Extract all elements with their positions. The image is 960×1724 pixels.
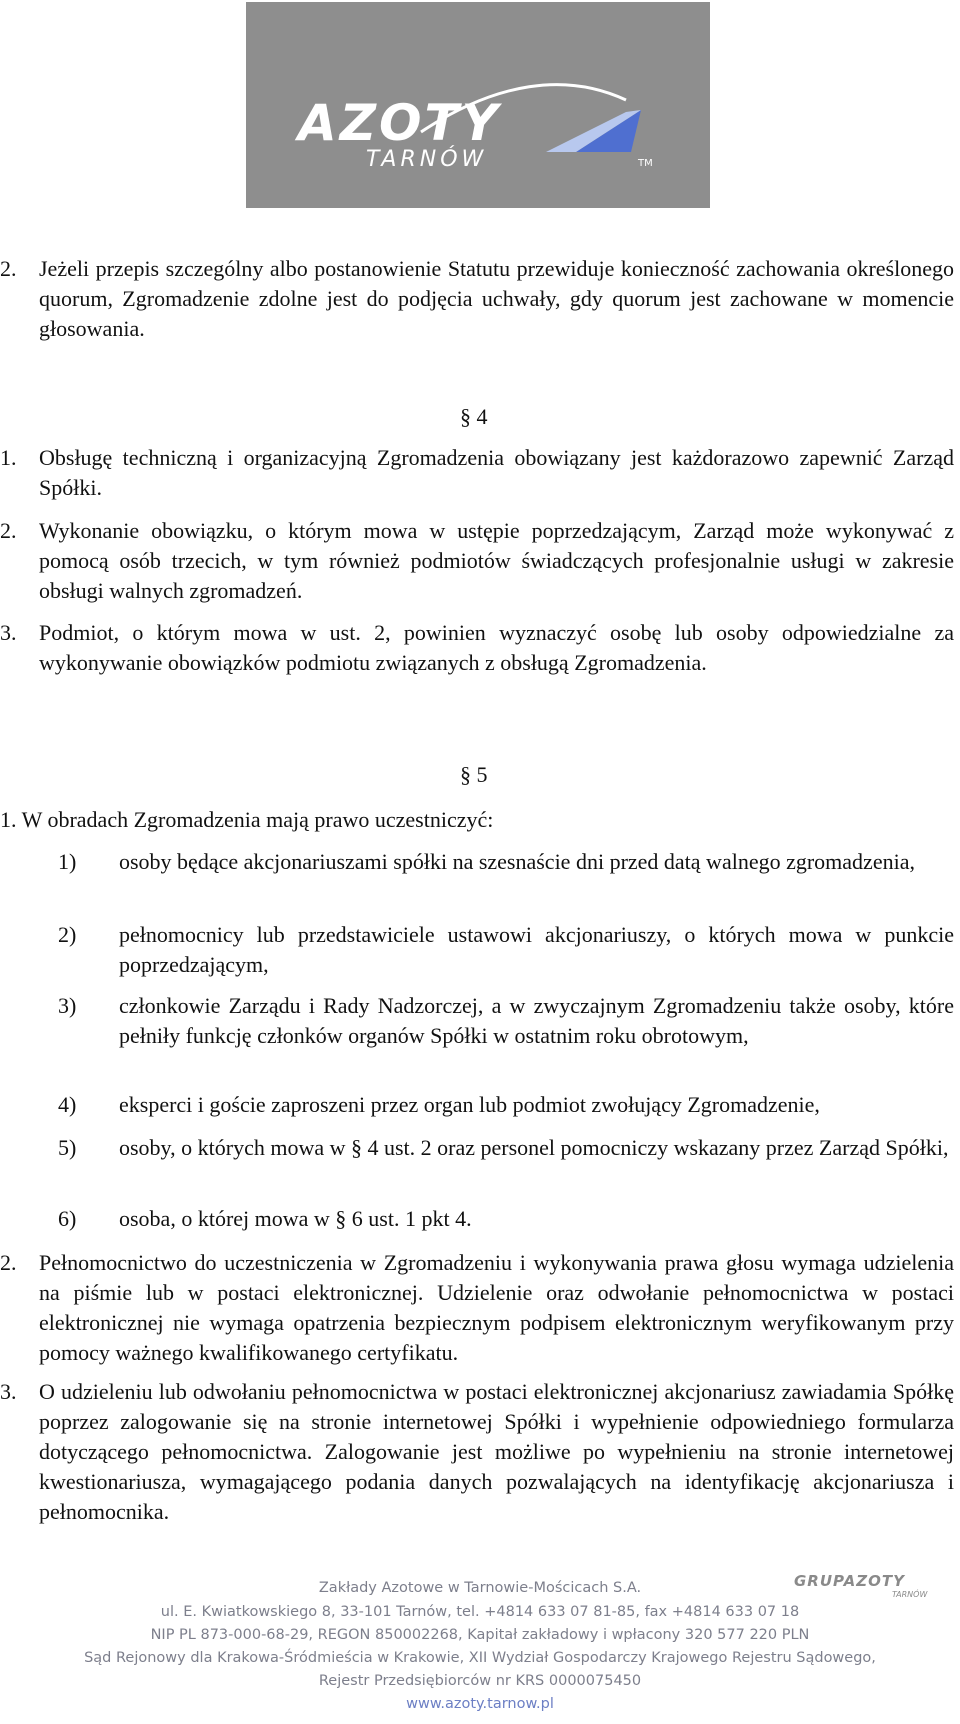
list-number: 6) (58, 1206, 77, 1231)
list-text: osoby będące akcjonariuszami spółki na szesnaście dni przed datą walnego zgromadzenia, (119, 849, 915, 874)
section-heading-4: § 4 (460, 404, 488, 429)
list-text: pełnomocnicy lub przedstawiciele ustawowi akcjonariuszy, o których mowa w punkcie poprzedzającym, (119, 922, 954, 977)
paragraph-number: 2. (0, 1250, 17, 1275)
item-number: 3. (0, 620, 17, 645)
section-heading-5: § 5 (460, 762, 488, 787)
paragraph-number: 3. (0, 1379, 17, 1404)
s5-list-item-2 (0, 920, 960, 980)
list-number: 2) (58, 922, 77, 947)
s4-item-3 (0, 618, 960, 678)
footer-address: ul. E. Kwiatkowskiego 8, 33-101 Tarnów, tel. +4814 633 07 81-85, fax +4814 633 07 18 (160, 1604, 800, 1620)
s5-paragraph-3 (0, 1377, 960, 1527)
list-number: 5) (58, 1135, 77, 1160)
logo-tm: TM (638, 158, 653, 169)
list-text: osoby, o których mowa w § 4 ust. 2 oraz personel pomocniczy wskazany przez Zarząd Spółki, (119, 1135, 949, 1160)
logo-word-top: AZOTY (298, 94, 501, 152)
footer-website-link[interactable]: www.azoty.tarnow.pl (406, 1696, 554, 1712)
paragraph-text: 1. W obradach Zgromadzenia mają prawo uczestniczyć: (0, 807, 494, 832)
item-text: Wykonanie obowiązku, o którym mowa w ustępie poprzedzającym, Zarząd może wykonywać z pomocą osób trzecich, w tym również podmiotów świadczących profesjonalnie usługi w zakresie obsługi walnych zgromadzeń. (39, 518, 954, 603)
item-text: Podmiot, o którym mowa w ust. 2, powinien wyznaczyć osobę lub osoby odpowiedzialne za wykonywanie obowiązków podmiotu związanych z obsługą Zgromadzenia. (39, 620, 954, 675)
list-number: 1) (58, 849, 77, 874)
company-logo (246, 2, 710, 208)
azoty-logo-graphic (246, 2, 710, 208)
s5-list-item-4 (0, 1090, 960, 1120)
s5-list-item-1 (0, 847, 960, 877)
list-text: osoba, o której mowa w § 6 ust. 1 pkt 4. (119, 1206, 472, 1231)
paragraph-quorum (0, 254, 960, 344)
list-number: 4) (58, 1092, 77, 1117)
s5-list-item-6 (0, 1204, 960, 1234)
s4-item-2 (0, 516, 960, 606)
s5-list-item-3 (0, 991, 960, 1051)
s4-item-1 (0, 443, 960, 503)
footer-registration: NIP PL 873-000-68-29, REGON 850002268, Kapitał zakładowy i wpłacony 320 577 220 PLN (150, 1627, 810, 1643)
logo-word-bottom: TARNÓW (366, 147, 488, 172)
footer-court: Sąd Rejonowy dla Krakowa-Śródmieścia w Krakowie, XII Wydział Gospodarczy Krajowego Rejestru Sądowego, (84, 1650, 876, 1666)
paragraph-text: O udzieleniu lub odwołaniu pełnomocnictwa w postaci elektronicznej akcjonariusz zawiadamia Spółkę poprzez zalogowanie się na stronie internetowej Spółki i wypełnienie odpowiedniego formularza dotyczącego pełnomocnictwa. Zalogowanie jest możliwe po wypełnieniu na stronie internetowej kwestionariusza, wymagającego podania danych pozwalających na identyfikację akcjonariusza i pełnomocnika. (39, 1379, 954, 1524)
footer-company: Zakłady Azotowe w Tarnowie-Mościcach S.A. (318, 1580, 642, 1596)
item-number: 1. (0, 445, 17, 470)
paragraph-number: 2. (0, 256, 17, 281)
s5-list-item-5 (0, 1133, 960, 1163)
list-text: eksperci i goście zaproszeni przez organ lub podmiot zwołujący Zgromadzenie, (119, 1092, 820, 1117)
grupa-logo-word: GRUPAZOTY (794, 1572, 905, 1590)
s5-paragraph-1 (0, 805, 960, 835)
item-number: 2. (0, 518, 17, 543)
grupa-logo-sub: TARNÓW (892, 1590, 928, 1599)
paragraph-text: Jeżeli przepis szczególny albo postanowienie Statutu przewiduje konieczność zachowania określonego quorum, Zgromadzenie zdolne jest do podjęcia uchwały, gdy quorum jest zachowane w momencie głosowania. (39, 256, 954, 341)
footer-website-wrapper (0, 1693, 960, 1716)
list-number: 3) (58, 993, 77, 1018)
item-text: Obsługę techniczną i organizacyjną Zgromadzenia obowiązany jest każdorazowo zapewnić Zarząd Spółki. (39, 445, 954, 500)
s5-paragraph-2 (0, 1248, 960, 1368)
footer-krs: Rejestr Przedsiębiorców nr KRS 0000075450 (318, 1673, 642, 1689)
list-text: członkowie Zarządu i Rady Nadzorczej, a w zwyczajnym Zgromadzeniu także osoby, które pełniły funkcję członków organów Spółki w ostatnim roku obrotowym, (119, 993, 954, 1048)
paragraph-text: Pełnomocnictwo do uczestniczenia w Zgromadzeniu i wykonywania prawa głosu wymaga udzielenia na piśmie lub w postaci elektronicznej. Udzielenie oraz odwołanie pełnomocnictwa w postaci elektronicznej nie wymaga opatrzenia bezpiecznym podpisem elektronicznym weryfikowanym przy pomocy ważnego kwalifikowanego certyfikatu. (39, 1250, 954, 1365)
